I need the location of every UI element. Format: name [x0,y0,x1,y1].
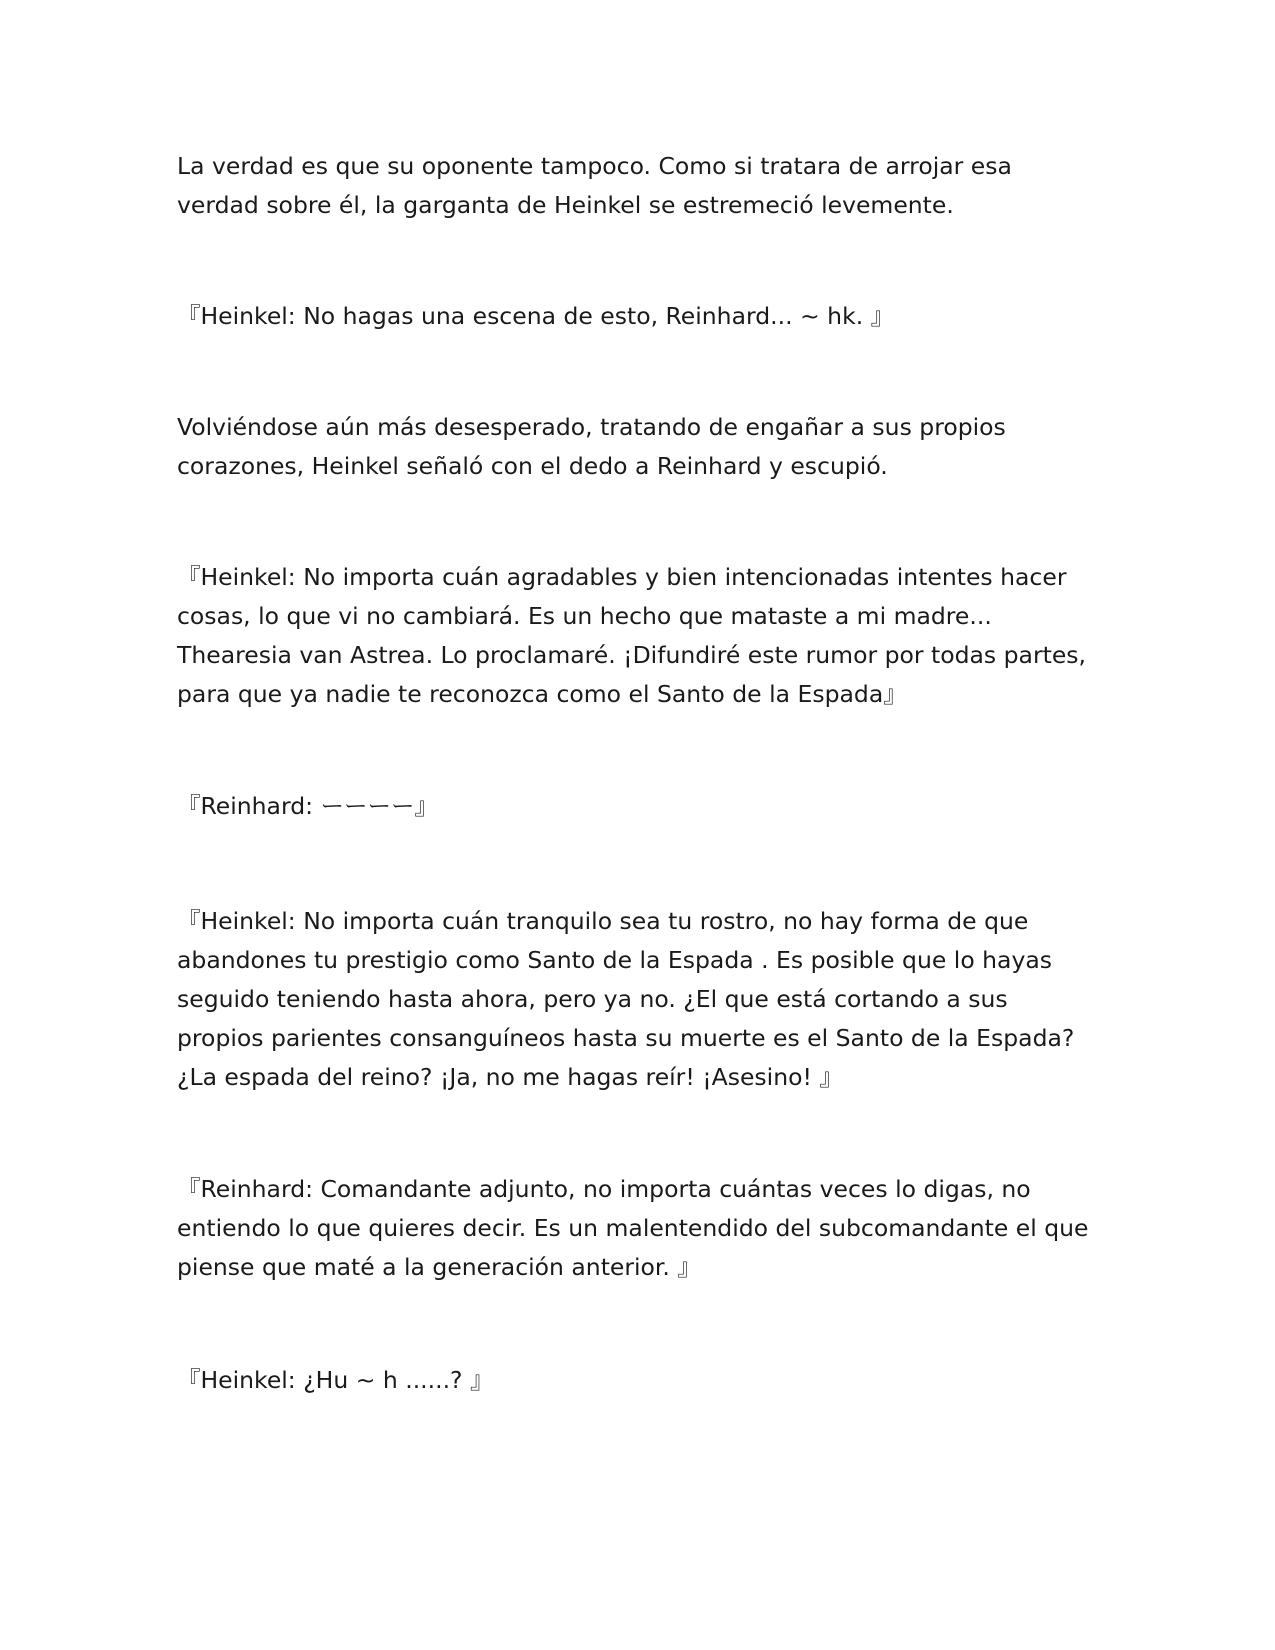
text-line: seguido teniendo hasta ahora, pero ya no. ¿El que está cortando a sus [177,985,1008,1013]
dialogue-heinkel [177,902,1127,1097]
text-line: 『Heinkel: No importa cuán tranquilo sea tu rostro, no hay forma de que [177,907,1029,935]
text-line: ¿La espada del reino? ¡Ja, no me hagas reír! ¡Asesino! 』 [177,1063,843,1091]
text-line: piense que maté a la generación anterior. 』 [177,1253,701,1281]
dialogue-heinkel [177,1361,1127,1400]
dialogue-reinhard [177,1170,1127,1287]
dialogue-heinkel [177,558,1127,714]
text-line: abandones tu prestigio como Santo de la Espada . Es posible que lo hayas [177,946,1053,974]
dialogue-reinhard [177,787,1127,826]
text-line: entiendo lo que quieres decir. Es un malentendido del subcomandante el que [177,1214,1089,1242]
text-line: Volviéndose aún más desesperado, tratando de engañar a sus propios [177,413,1006,441]
narration-paragraph [177,147,1127,225]
text-line: propios parientes consanguíneos hasta su muerte es el Santo de la Espada? [177,1024,1075,1052]
text-line: 『Heinkel: ¿Hu ~ h ......? 』 [177,1366,494,1394]
text-line: 『Reinhard: ーーーー』 [177,792,439,820]
dialogue-heinkel [177,297,1127,336]
text-line: para que ya nadie te reconozca como el Santo de la Espada』 [177,680,907,708]
text-line: corazones, Heinkel señaló con el dedo a Reinhard y escupió. [177,452,888,480]
text-line: 『Heinkel: No hagas una escena de esto, Reinhard... ~ hk. 』 [177,302,895,330]
narration-paragraph [177,408,1127,486]
text-line: La verdad es que su oponente tampoco. Como si tratara de arrojar esa [177,152,1012,180]
text-line: verdad sobre él, la garganta de Heinkel se estremeció levemente. [177,191,954,219]
text-line: 『Heinkel: No importa cuán agradables y bien intencionadas intentes hacer [177,563,1067,591]
text-line: cosas, lo que vi no cambiará. Es un hecho que mataste a mi madre... [177,602,992,630]
text-line: 『Reinhard: Comandante adjunto, no importa cuántas veces lo digas, no [177,1175,1031,1203]
text-line: Thearesia van Astrea. Lo proclamaré. ¡Difundiré este rumor por todas partes, [177,641,1086,669]
